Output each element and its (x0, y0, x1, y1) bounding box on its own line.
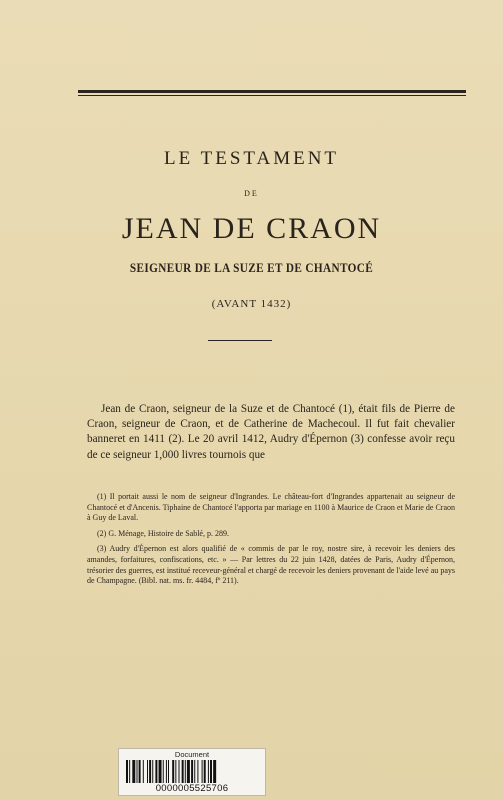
barcode-title: Document (174, 750, 210, 759)
barcode-bar (139, 760, 141, 783)
top-double-rule (78, 90, 466, 96)
body-paragraph: Jean de Craon, seigneur de la Suze et de Chantocé (1), était fils de Pierre de Craon, seigneur de Craon, et de Catherine de Machecoul. Il fut fait chevalier banneret en 1411 (2). Le 20 avril 1412, Audry d'Épernon (3) confesse avoir reçu de ce seigneur 1,000 livres tournois que (87, 403, 455, 461)
barcode-bar (172, 760, 174, 783)
barcode-label (118, 748, 266, 796)
barcode-bar (137, 760, 138, 783)
barcode-bar (132, 760, 135, 783)
title-line-2: DE (244, 189, 259, 198)
barcode-bar (210, 760, 212, 783)
barcode-number: 0000005525706 (155, 783, 229, 794)
barcode-bar (147, 760, 148, 783)
footnote-1: (1) Il portait aussi le nom de seigneur d'Ingrandes. Le château-fort d'Ingrandes appartenait au seigneur de Chantocé et d'Ancenis. Tiphaine de Chantocé l'apporta par mariage en 1100 à Maurice de Craon et Marie de Craon à Guy de Laval. (87, 492, 455, 523)
footnote-3: (3) Audry d'Épernon est alors qualifié de « commis de par le roy, nostre sire, à recevoir les deniers des amandes, forfaitures, confiscations, etc. » — Par lettres du 22 juin 1428, datées de Paris, Audry d'Épernon, trésorier des guerres, est institué receveur-général et chargé de recevoir les deniers provenant de l'aide levé au pays de Champagne. (Bibl. nat. ms. fr. 4484, fº 211). (87, 544, 455, 586)
subtitle: SEIGNEUR DE LA SUZE ET DE CHANTOCÉ (129, 261, 374, 275)
barcode-bar (126, 760, 128, 783)
barcode-bar (159, 760, 162, 783)
body-text (87, 402, 455, 463)
barcode-bar (175, 760, 176, 783)
barcode-bar (202, 760, 203, 783)
barcode-bar (168, 760, 169, 783)
title-line-1: LE TESTAMENT (163, 148, 340, 169)
barcode-bar (213, 760, 216, 783)
barcode-bar (191, 760, 193, 783)
title-main: JEAN DE CRAON (121, 212, 382, 245)
barcode-icon (126, 760, 258, 783)
barcode-bar (182, 760, 184, 783)
barcode-bar (129, 760, 130, 783)
barcode-bar (185, 760, 186, 783)
barcode-bar (187, 760, 190, 783)
footnotes (87, 492, 455, 587)
footnote-2: (2) G. Ménage, Histoire de Sablé, p. 289. (97, 528, 229, 538)
short-rule (208, 340, 272, 341)
barcode-bar (163, 760, 164, 783)
barcode-bar (204, 760, 206, 783)
barcode-bar (152, 760, 153, 783)
barcode-bar (179, 760, 180, 783)
barcode-bar (149, 760, 151, 783)
barcode-bar (155, 760, 157, 783)
barcode-bar (197, 760, 198, 783)
date-note: (AVANT 1432) (211, 298, 292, 310)
barcode-bar (143, 760, 144, 783)
barcode-bar (208, 760, 209, 783)
barcode-bar (166, 760, 167, 783)
barcode-bar (194, 760, 195, 783)
